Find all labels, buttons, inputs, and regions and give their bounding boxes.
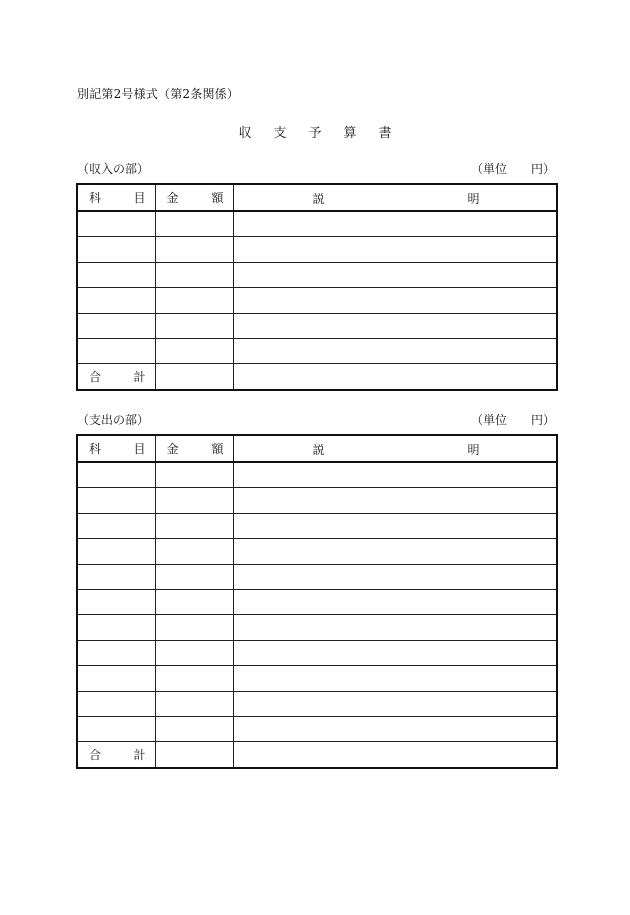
- title-char: 予: [308, 126, 322, 141]
- table-row: [77, 488, 557, 513]
- table-row: [77, 589, 557, 614]
- table-row: [77, 462, 557, 488]
- amount-cell[interactable]: [155, 691, 233, 716]
- table-row: [77, 564, 557, 589]
- total-amount-cell[interactable]: [155, 742, 233, 768]
- total-amount-cell[interactable]: [155, 364, 233, 390]
- header-amount: 金 額: [155, 184, 233, 211]
- subject-cell[interactable]: [77, 716, 155, 741]
- table-row: [77, 691, 557, 716]
- description-cell[interactable]: [233, 237, 557, 262]
- expense-section-label: （支出の部）: [77, 413, 150, 427]
- subject-cell[interactable]: [77, 539, 155, 564]
- income-unit-label: [471, 160, 555, 177]
- total-description-cell[interactable]: [233, 742, 557, 768]
- amount-cell[interactable]: [155, 488, 233, 513]
- subject-cell[interactable]: [77, 237, 155, 262]
- title-char: 算: [343, 126, 357, 141]
- title-char: 書: [378, 126, 392, 141]
- description-cell[interactable]: [233, 691, 557, 716]
- subject-cell[interactable]: [77, 513, 155, 538]
- document-title: [0, 122, 630, 141]
- description-cell[interactable]: [233, 589, 557, 614]
- description-cell[interactable]: [233, 716, 557, 741]
- expense-rows: [77, 462, 557, 742]
- subject-cell[interactable]: [77, 288, 155, 313]
- amount-cell[interactable]: [155, 338, 233, 363]
- subject-cell[interactable]: [77, 666, 155, 691]
- total-label: 合 計: [77, 364, 155, 390]
- amount-cell[interactable]: [155, 462, 233, 488]
- description-cell[interactable]: [233, 488, 557, 513]
- subject-cell[interactable]: [77, 640, 155, 665]
- amount-cell[interactable]: [155, 589, 233, 614]
- subject-cell[interactable]: [77, 313, 155, 338]
- table-row: [77, 211, 557, 237]
- table-row: [77, 539, 557, 564]
- table-row: [77, 338, 557, 363]
- description-cell[interactable]: [233, 313, 557, 338]
- table-row: [77, 716, 557, 741]
- header-description: 説 明: [233, 435, 557, 462]
- header-subject: 科 目: [77, 184, 155, 211]
- description-cell[interactable]: [233, 338, 557, 363]
- subject-cell[interactable]: [77, 462, 155, 488]
- income-table: [76, 183, 558, 391]
- subject-cell[interactable]: [77, 615, 155, 640]
- description-cell[interactable]: [233, 539, 557, 564]
- expense-unit-label: [471, 411, 555, 428]
- unit-open: （単位: [471, 162, 508, 176]
- header-amount: 金 額: [155, 435, 233, 462]
- unit-close: 円）: [531, 162, 556, 176]
- amount-cell[interactable]: [155, 313, 233, 338]
- amount-cell[interactable]: [155, 262, 233, 287]
- amount-cell[interactable]: [155, 716, 233, 741]
- table-row: [77, 288, 557, 313]
- expense-table: [76, 434, 558, 769]
- total-label: 合 計: [77, 742, 155, 768]
- amount-cell[interactable]: [155, 513, 233, 538]
- table-row: [77, 615, 557, 640]
- table-row: [77, 237, 557, 262]
- subject-cell[interactable]: [77, 564, 155, 589]
- table-row: [77, 640, 557, 665]
- description-cell[interactable]: [233, 211, 557, 237]
- amount-cell[interactable]: [155, 564, 233, 589]
- subject-cell[interactable]: [77, 589, 155, 614]
- form-number-label: 別記第2号様式（第2条関係）: [77, 87, 240, 101]
- amount-cell[interactable]: [155, 539, 233, 564]
- description-cell[interactable]: [233, 462, 557, 488]
- amount-cell[interactable]: [155, 211, 233, 237]
- subject-cell[interactable]: [77, 211, 155, 237]
- subject-cell[interactable]: [77, 691, 155, 716]
- description-cell[interactable]: [233, 262, 557, 287]
- table-header-row: [77, 184, 557, 211]
- expense-total-row: [77, 742, 557, 768]
- amount-cell[interactable]: [155, 666, 233, 691]
- table-row: [77, 262, 557, 287]
- title-char: 収: [238, 126, 252, 141]
- header-description: 説 明: [233, 184, 557, 211]
- description-cell[interactable]: [233, 615, 557, 640]
- amount-cell[interactable]: [155, 640, 233, 665]
- description-cell[interactable]: [233, 666, 557, 691]
- title-char: 支: [273, 126, 287, 141]
- unit-open: （単位: [471, 413, 508, 427]
- unit-close: 円）: [531, 413, 556, 427]
- description-cell[interactable]: [233, 640, 557, 665]
- description-cell[interactable]: [233, 564, 557, 589]
- description-cell[interactable]: [233, 288, 557, 313]
- subject-cell[interactable]: [77, 338, 155, 363]
- income-total-row: [77, 364, 557, 390]
- amount-cell[interactable]: [155, 237, 233, 262]
- table-row: [77, 313, 557, 338]
- table-row: [77, 513, 557, 538]
- table-header-row: [77, 435, 557, 462]
- total-description-cell[interactable]: [233, 364, 557, 390]
- income-rows: [77, 211, 557, 364]
- header-subject: 科 目: [77, 435, 155, 462]
- subject-cell[interactable]: [77, 488, 155, 513]
- amount-cell[interactable]: [155, 615, 233, 640]
- amount-cell[interactable]: [155, 288, 233, 313]
- subject-cell[interactable]: [77, 262, 155, 287]
- table-row: [77, 666, 557, 691]
- description-cell[interactable]: [233, 513, 557, 538]
- income-section-label: （収入の部）: [77, 162, 150, 176]
